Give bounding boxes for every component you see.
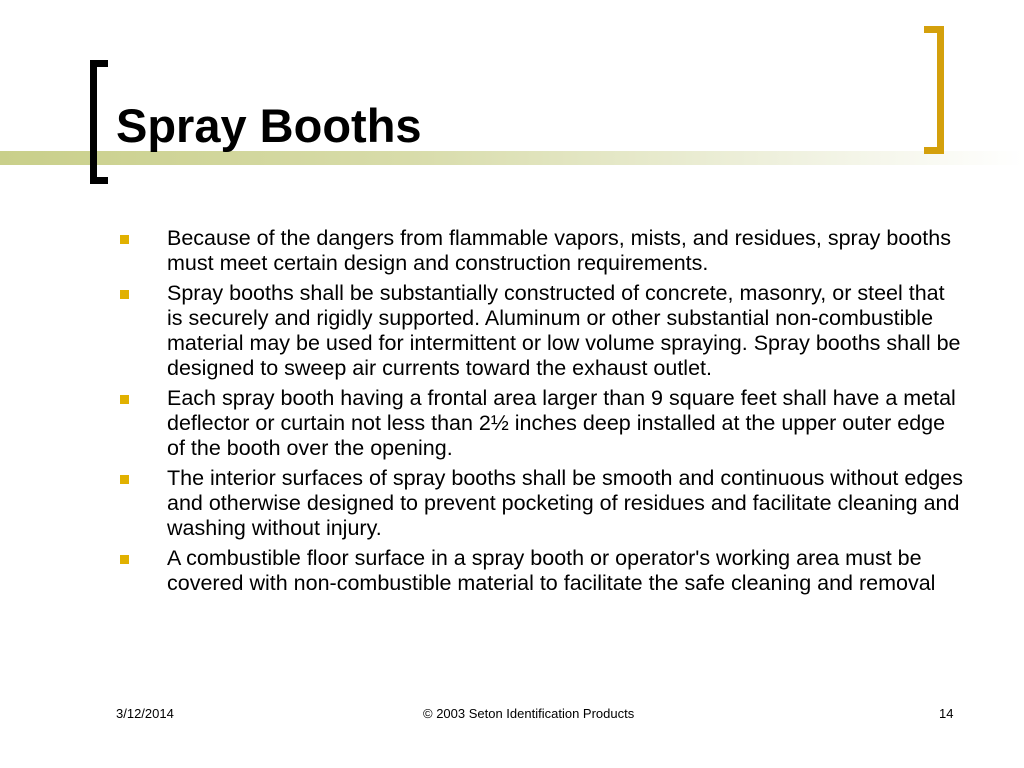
footer-copyright: © 2003 Seton Identification Products [423, 706, 635, 721]
bullet-text: The interior surfaces of spray booths shall be smooth and continuous without edges and otherwise designed to prevent pocketing of residues and facilitate cleaning and washing without injury. [167, 466, 963, 540]
bullet-text: Because of the dangers from flammable vapors, mists, and residues, spray booths must meet certain design and construction requirements. [167, 226, 951, 275]
left-bracket-decoration [90, 60, 108, 184]
square-bullet-icon [120, 475, 129, 484]
bullet-item [116, 386, 966, 461]
square-bullet-icon [120, 235, 129, 244]
square-bullet-icon [120, 395, 129, 404]
bullet-item [116, 466, 966, 541]
footer-date: 3/12/2014 [116, 706, 174, 721]
footer-page-number: 14 [939, 706, 954, 721]
bullet-text: A combustible floor surface in a spray booth or operator's working area must be covered with non-combustible material to facilitate the safe cleaning and removal [167, 546, 936, 595]
bullet-text: Spray booths shall be substantially constructed of concrete, masonry, or steel that is securely and rigidly supported. Aluminum or other substantial non-combustible material may be used for intermittent or low volume spraying. Spray booths shall be designed to sweep air currents toward the exhaust outlet. [167, 281, 961, 380]
bullet-list [116, 226, 966, 601]
bullet-item [116, 546, 966, 596]
bullet-item [116, 226, 966, 276]
slide-title: Spray Booths [116, 99, 422, 152]
title-underline-bar [0, 151, 1024, 165]
square-bullet-icon [120, 290, 129, 299]
square-bullet-icon [120, 555, 129, 564]
bullet-text: Each spray booth having a frontal area larger than 9 square feet shall have a metal deflector or curtain not less than 2½ inches deep installed at the upper outer edge of the booth over the opening. [167, 386, 956, 460]
bullet-item [116, 281, 966, 381]
right-bracket-decoration [924, 26, 944, 154]
